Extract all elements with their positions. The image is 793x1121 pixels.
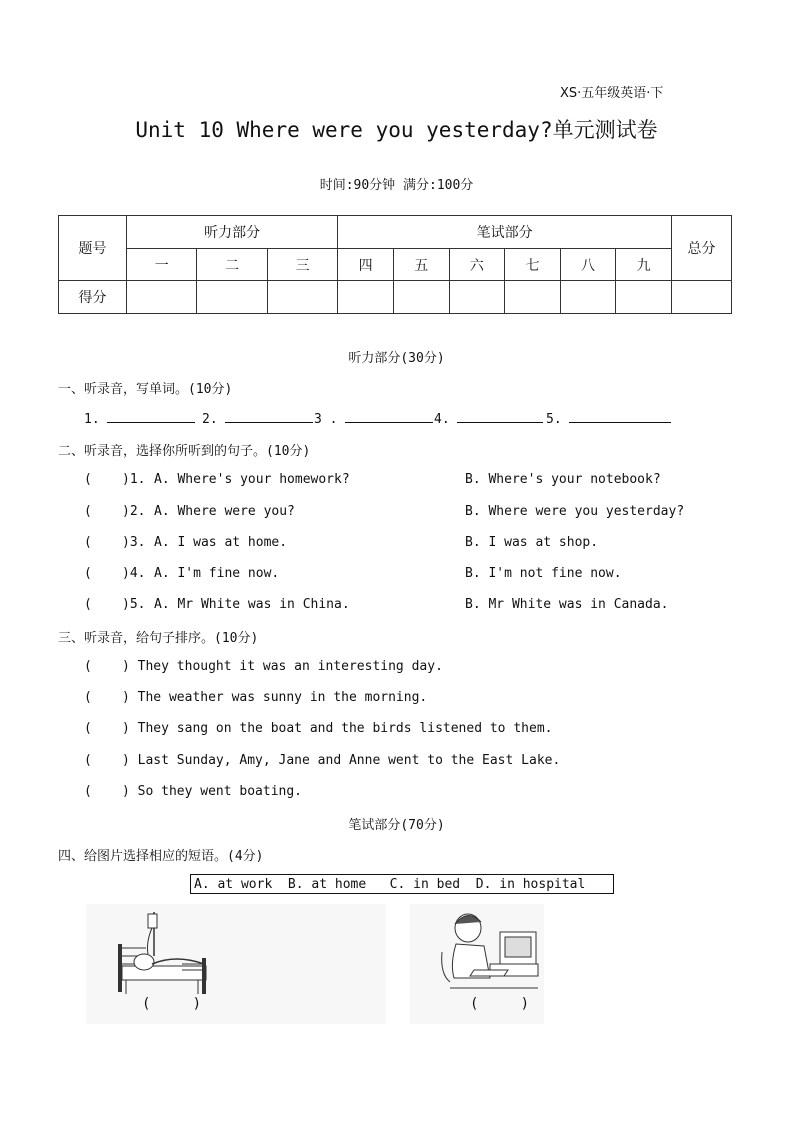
blank-item bbox=[546, 410, 671, 427]
column-header: 六 bbox=[449, 249, 505, 281]
part2-title: 二、听录音，选择你所听到的句子。(10分) bbox=[58, 444, 311, 459]
choice-paren[interactable]: ( bbox=[84, 472, 92, 487]
choice-paren[interactable]: ( bbox=[84, 566, 92, 581]
question-number: )5. bbox=[122, 597, 146, 612]
bed-headboard-post bbox=[118, 944, 122, 992]
choice-paren[interactable]: ( bbox=[84, 504, 92, 519]
score-cell[interactable] bbox=[267, 281, 337, 314]
blank-line[interactable] bbox=[457, 410, 543, 423]
patient-head bbox=[134, 954, 154, 970]
part1-title: 一、听录音，写单词。(10分) bbox=[58, 382, 233, 397]
score-cell[interactable] bbox=[672, 281, 732, 314]
score-cell[interactable] bbox=[449, 281, 505, 314]
blank-number: 1. bbox=[84, 412, 100, 427]
order-sentence: ) Last Sunday, Amy, Jane and Anne went to the East Lake. bbox=[122, 753, 561, 768]
order-paren[interactable]: ( bbox=[84, 659, 92, 674]
option-b: B. I'm not fine now. bbox=[465, 566, 622, 581]
question-number: )1. bbox=[122, 472, 146, 487]
choice-paren[interactable]: ( bbox=[84, 597, 92, 612]
score-label-cell: 得分 bbox=[59, 281, 127, 314]
score-cell[interactable] bbox=[616, 281, 672, 314]
answer-paren[interactable]: ( ) bbox=[142, 996, 202, 1012]
column-header: 七 bbox=[505, 249, 561, 281]
blank-item bbox=[314, 410, 433, 427]
score-cell[interactable] bbox=[393, 281, 449, 314]
listening-header-cell: 听力部分 bbox=[127, 216, 338, 249]
blank-line[interactable] bbox=[345, 410, 433, 423]
order-sentence: ) They sang on the boat and the birds listened to them. bbox=[122, 721, 553, 736]
blank-number: 4. bbox=[434, 412, 450, 427]
score-cell[interactable] bbox=[127, 281, 197, 314]
score-cell[interactable] bbox=[560, 281, 616, 314]
score-cell[interactable] bbox=[197, 281, 267, 314]
header-tag: XS·五年级英语·下 bbox=[560, 86, 664, 101]
blank-line[interactable] bbox=[107, 410, 195, 423]
listening-section-title: 听力部分(30分) bbox=[348, 351, 445, 366]
order-sentence: ) So they went boating. bbox=[122, 784, 303, 799]
option-a: A. Mr White was in China. bbox=[154, 597, 350, 612]
option-a: A. I'm fine now. bbox=[154, 566, 280, 581]
score-cell[interactable] bbox=[505, 281, 561, 314]
column-header: 一 bbox=[127, 249, 197, 281]
option-a: A. I was at home. bbox=[154, 535, 288, 550]
blank-number: 3 . bbox=[314, 412, 338, 427]
blank-item bbox=[434, 410, 543, 427]
option-a: A. Where were you? bbox=[154, 504, 295, 519]
page-title: Unit 10 Where were you yesterday?单元测试卷 bbox=[135, 118, 658, 142]
column-header: 九 bbox=[616, 249, 672, 281]
option-a: A. Where's your homework? bbox=[154, 472, 350, 487]
column-header: 五 bbox=[393, 249, 449, 281]
blank-item bbox=[202, 410, 313, 427]
answer-paren[interactable]: ( ) bbox=[470, 996, 530, 1012]
blank-line[interactable] bbox=[569, 410, 671, 423]
row-header-cell: 题号 bbox=[59, 216, 127, 281]
blank-item bbox=[84, 410, 195, 427]
part3-title: 三、听录音，给句子排序。(10分) bbox=[58, 631, 259, 646]
question-number: )4. bbox=[122, 566, 146, 581]
monitor-screen bbox=[505, 937, 531, 957]
order-sentence: ) The weather was sunny in the morning. bbox=[122, 690, 428, 705]
bed-footboard-post bbox=[202, 958, 206, 994]
order-paren[interactable]: ( bbox=[84, 721, 92, 736]
order-paren[interactable]: ( bbox=[84, 784, 92, 799]
column-header: 二 bbox=[197, 249, 267, 281]
blank-line[interactable] bbox=[225, 410, 313, 423]
option-b: B. Where's your notebook? bbox=[465, 472, 661, 487]
keyboard bbox=[470, 970, 508, 976]
option-b: B. Where were you yesterday? bbox=[465, 504, 685, 519]
iv-bag bbox=[148, 914, 157, 928]
question-number: )3. bbox=[122, 535, 146, 550]
phrase-options-box: A. at work B. at home C. in bed D. in hospital bbox=[190, 874, 614, 894]
writing-header-cell: 笔试部分 bbox=[338, 216, 672, 249]
part4-title: 四、给图片选择相应的短语。(4分) bbox=[58, 849, 264, 864]
column-header: 四 bbox=[338, 249, 394, 281]
order-paren[interactable]: ( bbox=[84, 753, 92, 768]
bed-mattress bbox=[122, 966, 206, 980]
score-table bbox=[58, 215, 732, 314]
time-limit-line: 时间:90分钟 满分:100分 bbox=[319, 178, 474, 193]
choice-paren[interactable]: ( bbox=[84, 535, 92, 550]
order-paren[interactable]: ( bbox=[84, 690, 92, 705]
question-number: )2. bbox=[122, 504, 146, 519]
score-cell[interactable] bbox=[338, 281, 394, 314]
order-sentence: ) They thought it was an interesting day. bbox=[122, 659, 443, 674]
writing-section-title: 笔试部分(70分) bbox=[348, 818, 445, 833]
bed-picture bbox=[86, 904, 386, 1024]
blank-number: 2. bbox=[202, 412, 218, 427]
column-header: 八 bbox=[560, 249, 616, 281]
option-b: B. Mr White was in Canada. bbox=[465, 597, 669, 612]
blank-number: 5. bbox=[546, 412, 562, 427]
total-header-cell: 总分 bbox=[672, 216, 732, 281]
option-b: B. I was at shop. bbox=[465, 535, 599, 550]
column-header: 三 bbox=[267, 249, 337, 281]
